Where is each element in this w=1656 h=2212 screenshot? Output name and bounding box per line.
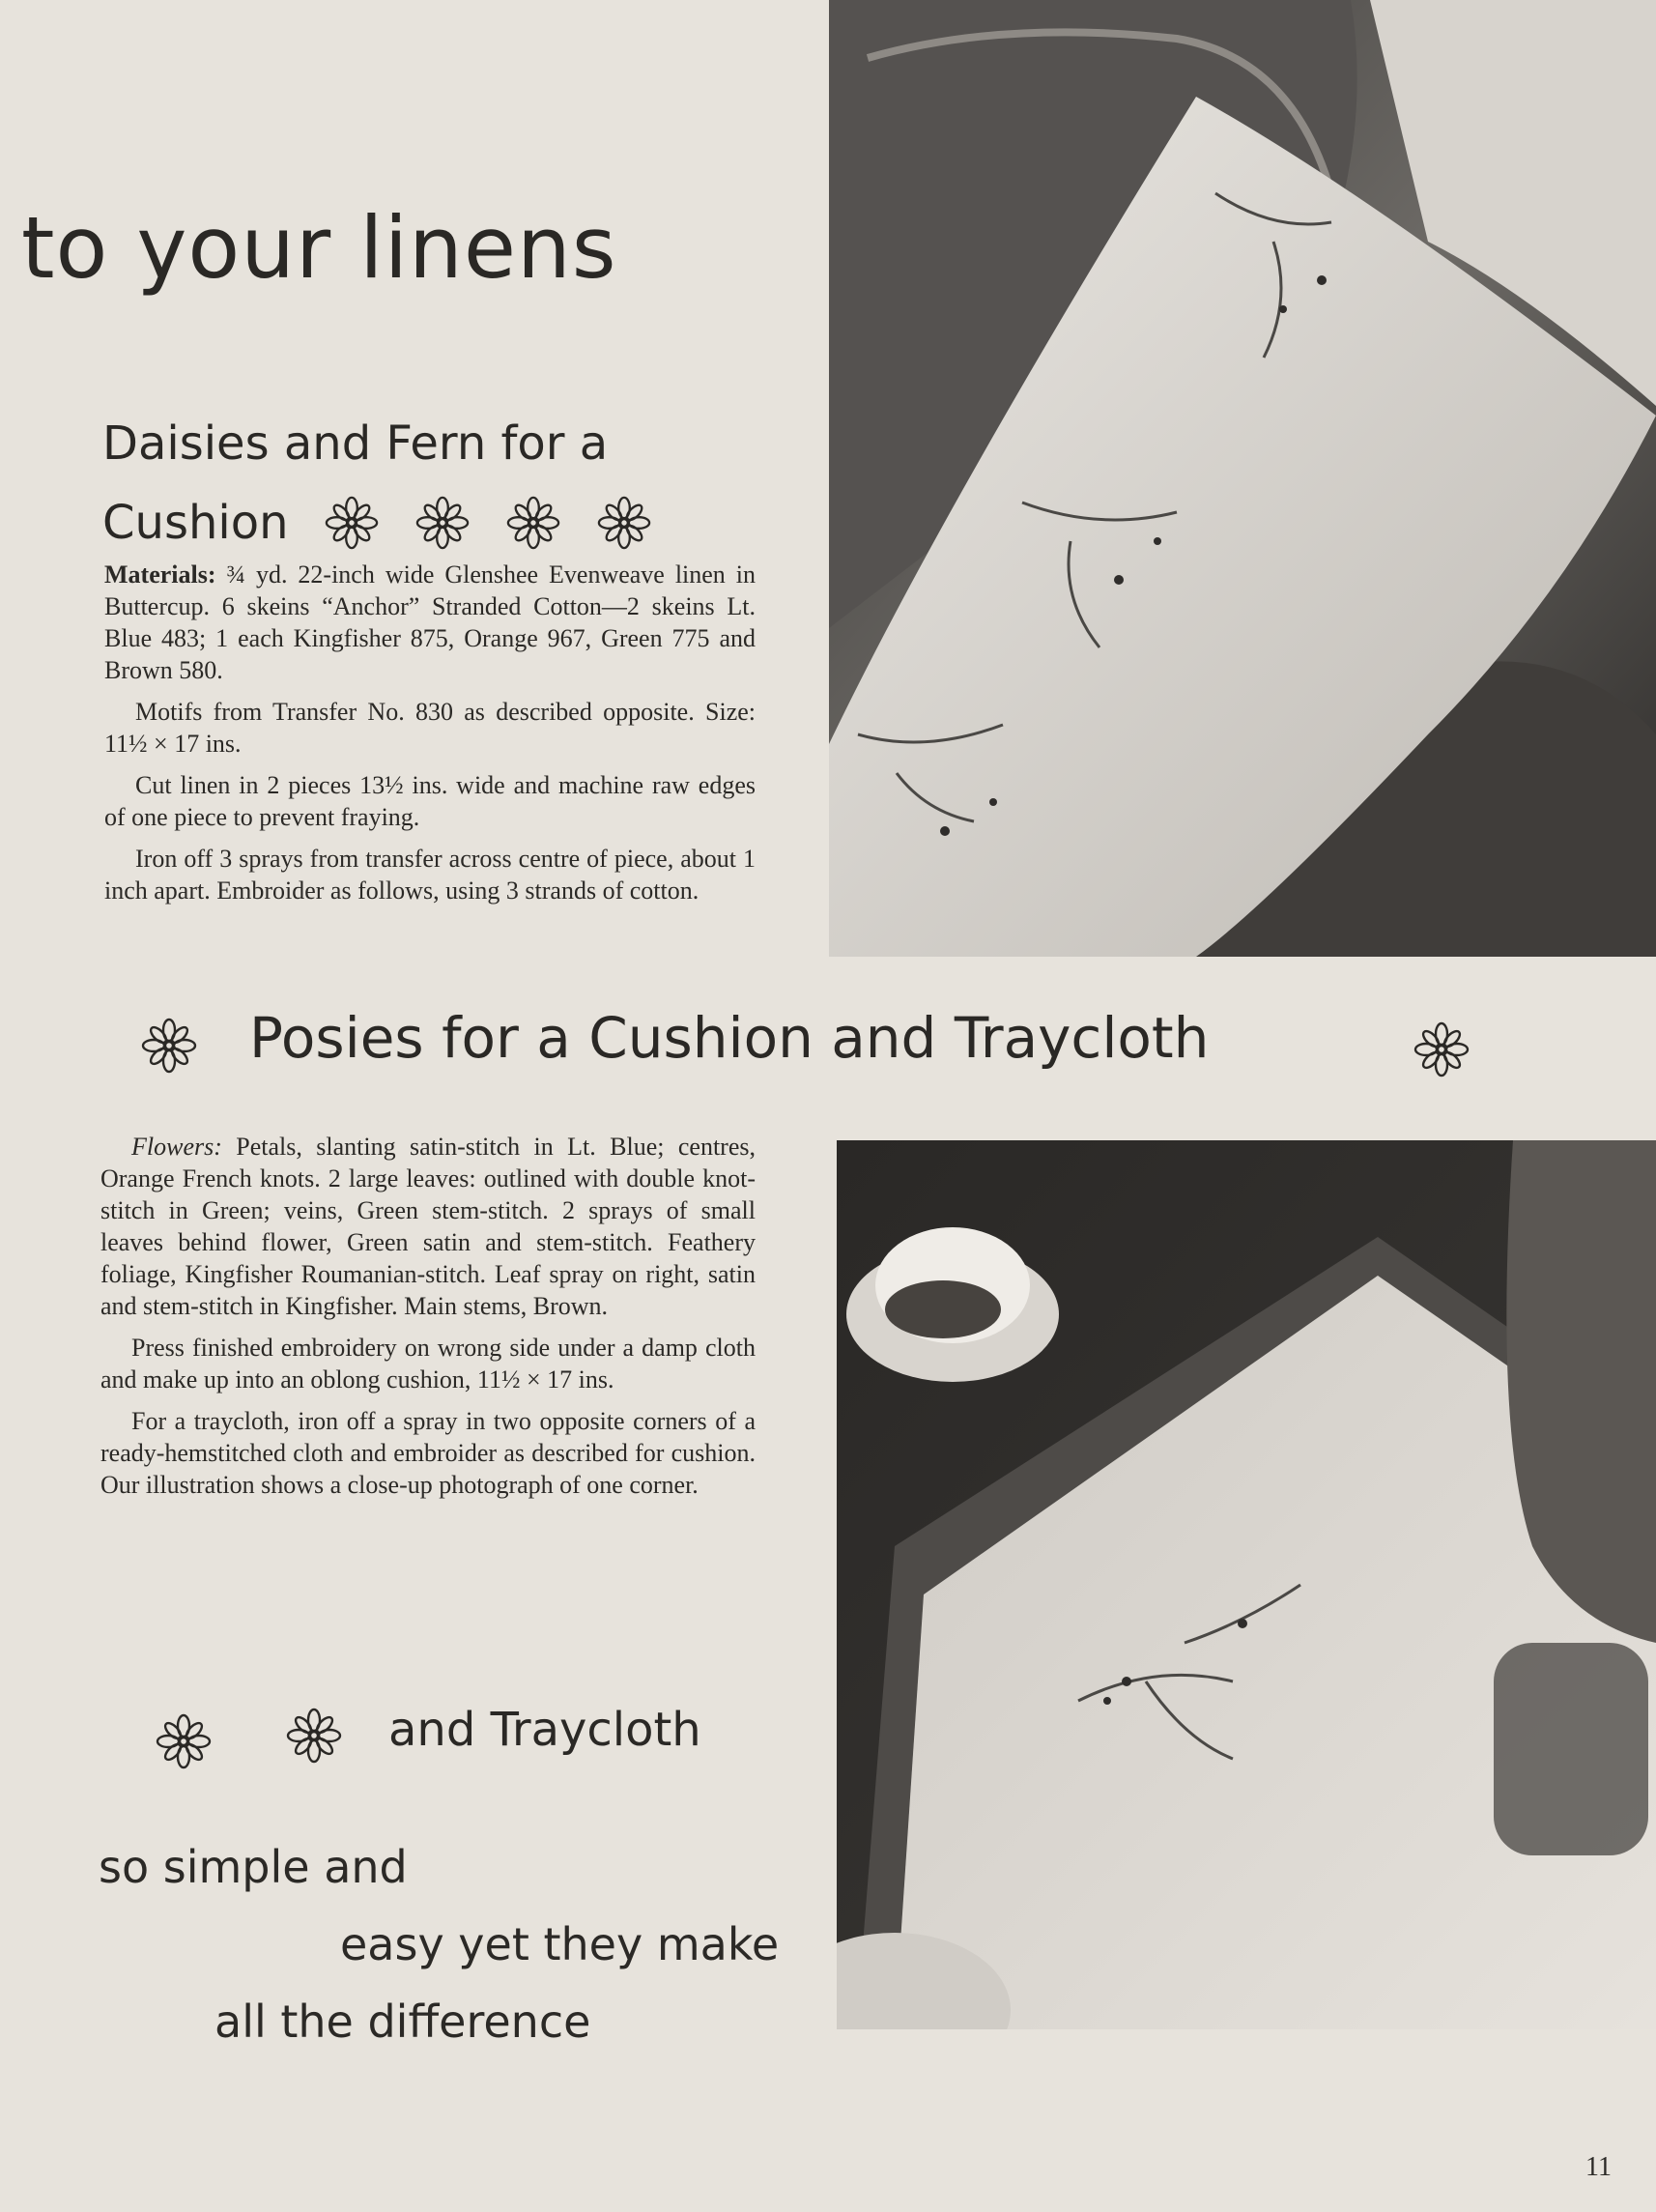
flower-icon <box>285 1707 343 1765</box>
traycloth-paragraph: For a traycloth, iron off a spray in two opposite corners of a ready-hemstitched cloth and embroider as described for cushion. Our illustration shows a close-up photograph of one corner. <box>100 1407 756 1499</box>
page-number: 11 <box>1585 2152 1612 2182</box>
section2-body <box>100 1131 756 1510</box>
flower-icon <box>505 495 561 551</box>
flower-icon <box>140 1017 198 1075</box>
flowers-text: Petals, slanting satin-stitch in Lt. Blue; centres, Orange French knots. 2 large leaves: outlined with double knot-stitch in Green; veins, Green stem-stitch. 2 sprays of small leaves behind flower, Green satin and stem-stitch. Feathery foliage, Kingfisher Roumanian-stitch. Leaf spray on right, satin and stem-stitch in Kingfisher. Main stems, Brown. <box>100 1133 756 1320</box>
section1-body <box>104 559 756 916</box>
flower-icon <box>324 495 380 551</box>
flower-icon <box>155 1712 213 1770</box>
motifs-paragraph: Motifs from Transfer No. 830 as described opposite. Size: 11½ × 17 ins. <box>104 698 756 758</box>
section1-heading-line2-row <box>102 483 652 562</box>
flower-icon <box>414 495 471 551</box>
flower-icon <box>1413 1020 1470 1078</box>
page-title: to your linens <box>21 198 617 298</box>
materials-text: ¾ yd. 22-inch wide Glenshee Evenweave linen in Buttercup. 6 skeins “Anchor” Stranded Cotton—2 skeins Lt. Blue 483; 1 each Kingfisher 875, Orange 967, Green 775 and Brown 580. <box>104 560 756 684</box>
iron-off-paragraph: Iron off 3 sprays from transfer across centre of piece, about 1 inch apart. Embroider as follows, using 3 strands of cotton. <box>104 845 756 905</box>
tagline-line3: all the difference <box>214 1996 591 2048</box>
cushion-photo <box>829 0 1656 957</box>
section2-heading: Posies for a Cushion and Traycloth <box>249 1005 1210 1071</box>
tagline-line2: easy yet they make <box>340 1918 780 1970</box>
section1-heading-line2: Cushion <box>102 496 289 550</box>
cut-linen-paragraph: Cut linen in 2 pieces 13½ ins. wide and machine raw edges of one piece to prevent fraying. <box>104 771 756 831</box>
tagline-line1: so simple and <box>99 1841 408 1893</box>
section1-heading-line1: Daisies and Fern for a <box>102 417 609 471</box>
flowers-label: Flowers: <box>131 1133 222 1161</box>
traycloth-photo <box>837 1140 1656 2029</box>
flower-icon <box>596 495 652 551</box>
flowers-paragraph <box>100 1131 756 1322</box>
materials-paragraph <box>104 559 756 686</box>
press-paragraph: Press finished embroidery on wrong side under a damp cloth and make up into an oblong cushion, 11½ × 17 ins. <box>100 1334 756 1393</box>
section1-heading <box>102 404 652 562</box>
materials-label: Materials: <box>104 560 216 589</box>
section3-heading: and Traycloth <box>388 1703 701 1757</box>
flower-row <box>324 495 652 551</box>
